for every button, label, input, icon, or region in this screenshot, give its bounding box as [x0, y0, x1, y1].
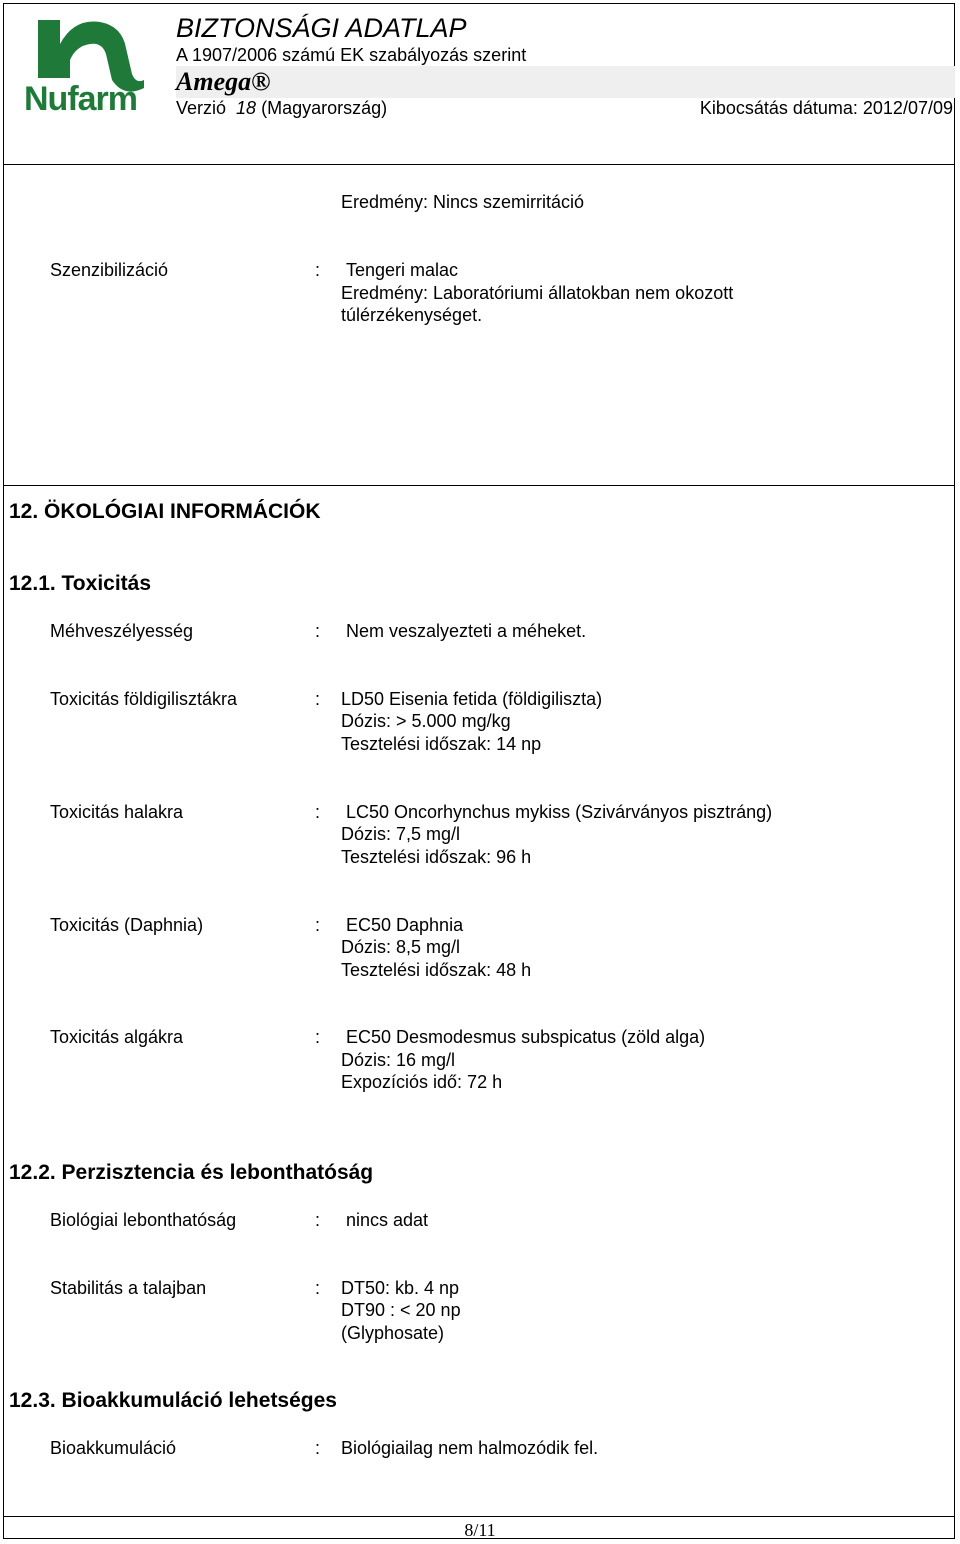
- biodegradability-colon: :: [315, 1210, 321, 1230]
- version-number: 18: [236, 98, 257, 118]
- sensitization-line: Tengeri malac: [346, 260, 459, 280]
- earthworm-toxicity-line: Dózis: > 5.000 mg/kg: [341, 711, 511, 731]
- issue-date: Kibocsátás dátuma: 2012/07/09: [699, 98, 953, 118]
- bioaccumulation-value: Biológiailag nem halmozódik fel.: [341, 1438, 599, 1458]
- bee-hazard-label: Méhveszélyesség: [50, 621, 194, 641]
- earthworm-toxicity-line: Tesztelési időszak: 14 np: [341, 734, 542, 754]
- fish-toxicity-label: Toxicitás halakra: [50, 802, 184, 822]
- sensitization-colon: :: [315, 260, 321, 280]
- soil-stability-colon: :: [315, 1278, 321, 1298]
- version-country: (Magyarország): [261, 98, 388, 118]
- algae-toxicity-line: Dózis: 16 mg/l: [341, 1050, 456, 1070]
- document-subtitle: A 1907/2006 számú EK szabályozás szerint: [176, 45, 527, 65]
- daphnia-toxicity-line: EC50 Daphnia: [346, 915, 464, 935]
- daphnia-toxicity-colon: :: [315, 915, 321, 935]
- fish-toxicity-colon: :: [315, 802, 321, 822]
- daphnia-toxicity-line: Tesztelési időszak: 48 h: [341, 960, 532, 980]
- sensitization-line: Eredmény: Laboratóriumi állatokban nem okozott: [341, 283, 734, 303]
- section-divider: [3, 485, 955, 486]
- header-divider: [3, 164, 955, 165]
- sensitization-label: Szenzibilizáció: [50, 260, 169, 280]
- page-number: 8/11: [464, 1520, 496, 1540]
- subsection-12-3-title: 12.3. Bioakkumuláció lehetséges: [9, 1389, 337, 1412]
- daphnia-toxicity-label: Toxicitás (Daphnia): [50, 915, 204, 935]
- bioaccumulation-label: Bioakkumuláció: [50, 1438, 177, 1458]
- page-frame: [3, 3, 955, 1539]
- algae-toxicity-line: Expozíciós idő: 72 h: [341, 1072, 503, 1092]
- daphnia-toxicity-line: Dózis: 8,5 mg/l: [341, 937, 461, 957]
- product-band: [176, 66, 955, 98]
- bioaccumulation-colon: :: [315, 1438, 321, 1458]
- soil-stability-line: (Glyphosate): [341, 1323, 445, 1343]
- algae-toxicity-label: Toxicitás algákra: [50, 1027, 184, 1047]
- footer-divider: [3, 1516, 955, 1517]
- fish-toxicity-line: LC50 Oncorhynchus mykiss (Szivárványos pisztráng): [346, 802, 773, 822]
- bee-hazard-value: Nem veszalyezteti a méheket.: [346, 621, 587, 641]
- sensitization-line: túlérzékenységet.: [341, 305, 483, 325]
- fish-toxicity-line: Dózis: 7,5 mg/l: [341, 824, 461, 844]
- biodegradability-value: nincs adat: [346, 1210, 429, 1230]
- version-prefix: Verzió: [176, 98, 227, 118]
- bee-hazard-colon: :: [315, 621, 321, 641]
- eye-irritation-result: Eredmény: Nincs szemirritáció: [341, 192, 585, 212]
- algae-toxicity-line: EC50 Desmodesmus subspicatus (zöld alga): [346, 1027, 706, 1047]
- subsection-12-2-title: 12.2. Perzisztencia és lebonthatóság: [9, 1161, 374, 1184]
- earthworm-toxicity-line: LD50 Eisenia fetida (földigiliszta): [341, 689, 603, 709]
- document-title: BIZTONSÁGI ADATLAP: [176, 13, 467, 43]
- earthworm-toxicity-label: Toxicitás földigilisztákra: [50, 689, 238, 709]
- product-name: Amega®: [176, 67, 271, 96]
- subsection-12-1-title: 12.1. Toxicitás: [9, 572, 152, 595]
- section-12-title: 12. ÖKOLÓGIAI INFORMÁCIÓK: [9, 500, 321, 523]
- version-info: [176, 98, 387, 119]
- fish-toxicity-line: Tesztelési időszak: 96 h: [341, 847, 532, 867]
- algae-toxicity-colon: :: [315, 1027, 321, 1047]
- soil-stability-line: DT90 : < 20 np: [341, 1300, 461, 1320]
- soil-stability-line: DT50: kb. 4 np: [341, 1278, 460, 1298]
- earthworm-toxicity-colon: :: [315, 689, 321, 709]
- logo-wordmark: Nufarm: [24, 80, 138, 118]
- biodegradability-label: Biológiai lebonthatóság: [50, 1210, 237, 1230]
- soil-stability-label: Stabilitás a talajban: [50, 1278, 207, 1298]
